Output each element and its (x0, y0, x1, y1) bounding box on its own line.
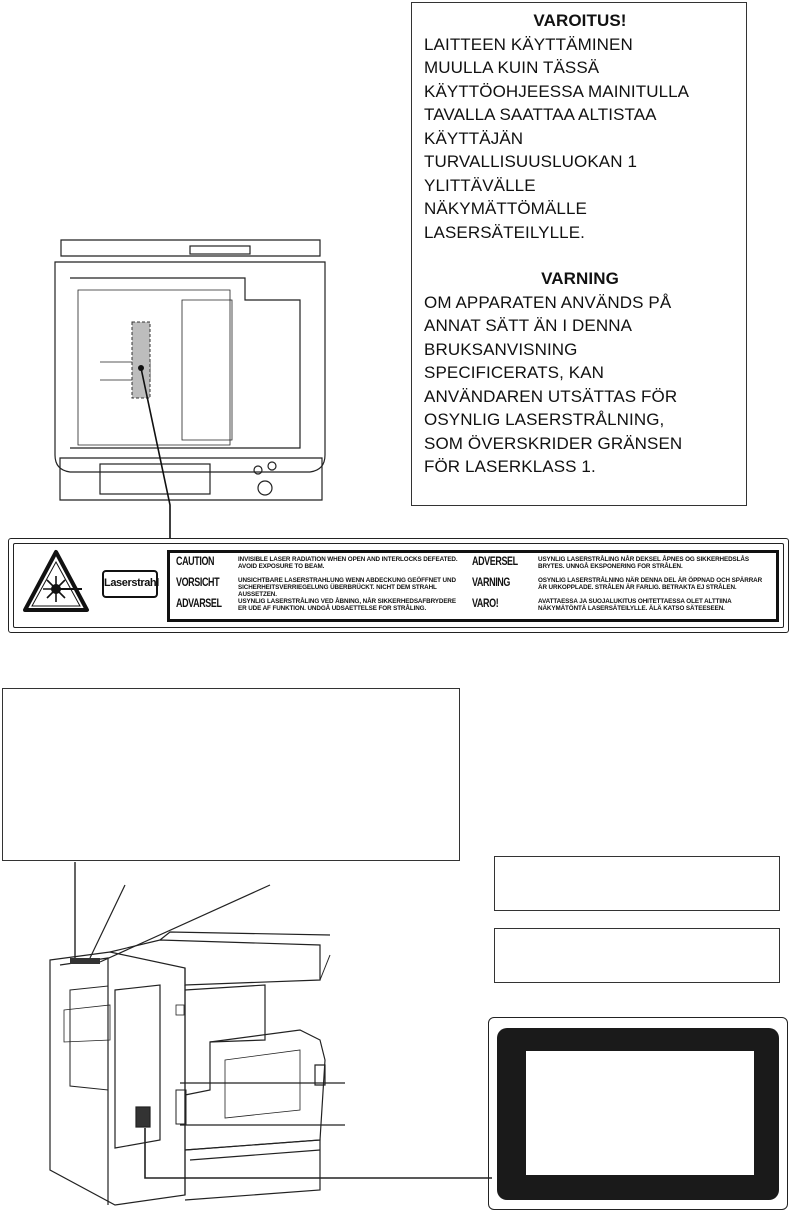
warning-line: MUULLA KUIN TÄSSÄ (424, 58, 600, 77)
laserstrahl-badge: Laserstrahl (102, 570, 158, 598)
caution-text: INVISIBLE LASER RADIATION WHEN OPEN AND INTERLOCKS DEFEATED. AVOID EXPOSURE TO BEAM. (238, 556, 458, 570)
advarsel-text: USYNLIG LASERSTRÅLING VED ÅBNING, NÅR SIKKERHEDSAFBRYDERE ER UDE AF FUNKTION. UNDGÅ UDSAETTELSE FOR STRÅLING. (238, 598, 456, 612)
warning-line: FÖR LASERKLASS 1. (424, 457, 596, 476)
warning-line: SPECIFICERATS, KAN (424, 363, 605, 382)
warning-heading-finnish: VAROITUS! (533, 11, 627, 30)
warning-line: TAVALLA SAATTAA ALTISTAA (424, 105, 657, 124)
warning-line: YLITTÄVÄLLE (424, 175, 536, 195)
warning-line: LAITTEEN KÄYTTÄMINEN (424, 34, 633, 54)
varning-text: OSYNLIG LASERSTRÅLNING NÄR DENNA DEL ÄR ÖPPNAD OCH SPÄRRAR ÄR URKOPPLADE. STRÅLEN ÄR FARLIG. BETRAKTA EJ STRÅLEN. (538, 577, 763, 591)
varning-heading: VARNING (472, 577, 510, 589)
warning-line: ANNAT SÄTT ÄN I DENNA (424, 316, 633, 335)
warning-line: SOM ÖVERSKRIDER GRÄNSEN (424, 433, 683, 453)
warning-line: KÄYTTÖOHJEESSA MAINITULLA (424, 81, 690, 101)
warning-line: ANVÄNDAREN UTSÄTTAS FÖR (424, 386, 678, 406)
warning-line: KÄYTTÄJÄN (424, 128, 524, 148)
warning-line: OM APPARATEN ANVÄNDS PÅ (424, 292, 672, 312)
warning-line: OSYNLIG LASERSTRÅLNING, (424, 410, 665, 429)
caution-heading: CAUTION (176, 556, 215, 568)
varo-heading: VARO! (472, 598, 499, 610)
warning-line: LASERSÄTEILYLLE. (424, 222, 585, 242)
warning-line: NÄKYMÄTTÖMÄLLE (424, 199, 587, 218)
varo-text: AVATTAESSA JA SUOJALUKITUS OHITETTAESSA OLET ALTTIINA NÄKYMÄTÖNTÄ LASERSÄTEILYLLE. ÄLÄ KATSO SÄTEESEEN. (538, 598, 732, 612)
vorsicht-text: UNSICHTBARE LASERSTRAHLUNG WENN ABDECKUNG GEÖFFNET UND SICHERHEITSVERRIEGELUNG ÜBERBRÜCKT. NICHT DEM STRAHL AUSSETZEN. (238, 577, 456, 598)
adversel-heading: ADVERSEL (472, 556, 518, 568)
warning-heading-swedish: VARNING (541, 269, 619, 288)
advarsel-heading: ADVARSEL (176, 598, 222, 610)
adversel-text: USYNLIG LASERSTRÅLING NÅR DEKSEL ÅPNES OG SIKKERHEDSLÅS BRYTES. UNNGÅ EKSPONERING FOR STRÅLEN. (538, 556, 749, 570)
warning-line: TURVALLISUUSLUOKAN 1 (424, 152, 637, 171)
vorsicht-heading: VORSICHT (176, 577, 220, 589)
warning-line: BRUKSANVISNING (424, 339, 578, 359)
